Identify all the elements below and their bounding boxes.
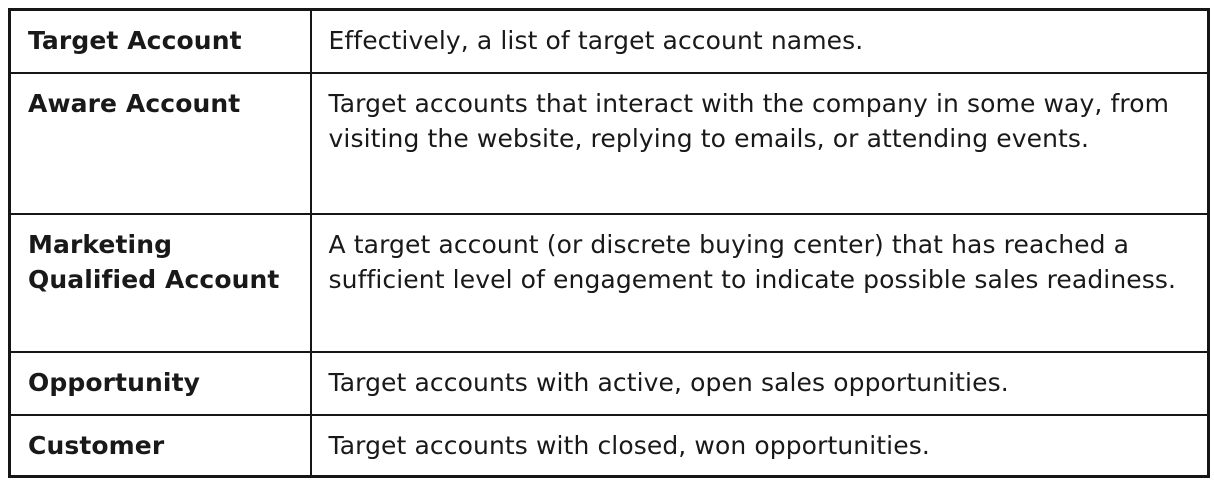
definitions-table	[8, 8, 1210, 478]
table-row	[10, 10, 1209, 73]
term-cell: Opportunity	[10, 352, 311, 415]
definitions-table-container	[8, 8, 1210, 478]
definition-cell: Target accounts with closed, won opportunities.	[311, 415, 1209, 477]
table-row	[10, 214, 1209, 352]
definition-cell: Effectively, a list of target account names.	[311, 10, 1209, 73]
term-cell: Target Account	[10, 10, 311, 73]
table-row	[10, 415, 1209, 477]
table-row	[10, 73, 1209, 214]
term-cell: Customer	[10, 415, 311, 477]
definition-cell: Target accounts that interact with the company in some way, from visiting the website, replying to emails, or attending events.	[311, 73, 1209, 214]
table-row	[10, 352, 1209, 415]
definition-cell: A target account (or discrete buying center) that has reached a sufficient level of engagement to indicate possible sales readiness.	[311, 214, 1209, 352]
definition-cell: Target accounts with active, open sales opportunities.	[311, 352, 1209, 415]
term-cell: Marketing Qualified Account	[10, 214, 311, 352]
term-cell: Aware Account	[10, 73, 311, 214]
